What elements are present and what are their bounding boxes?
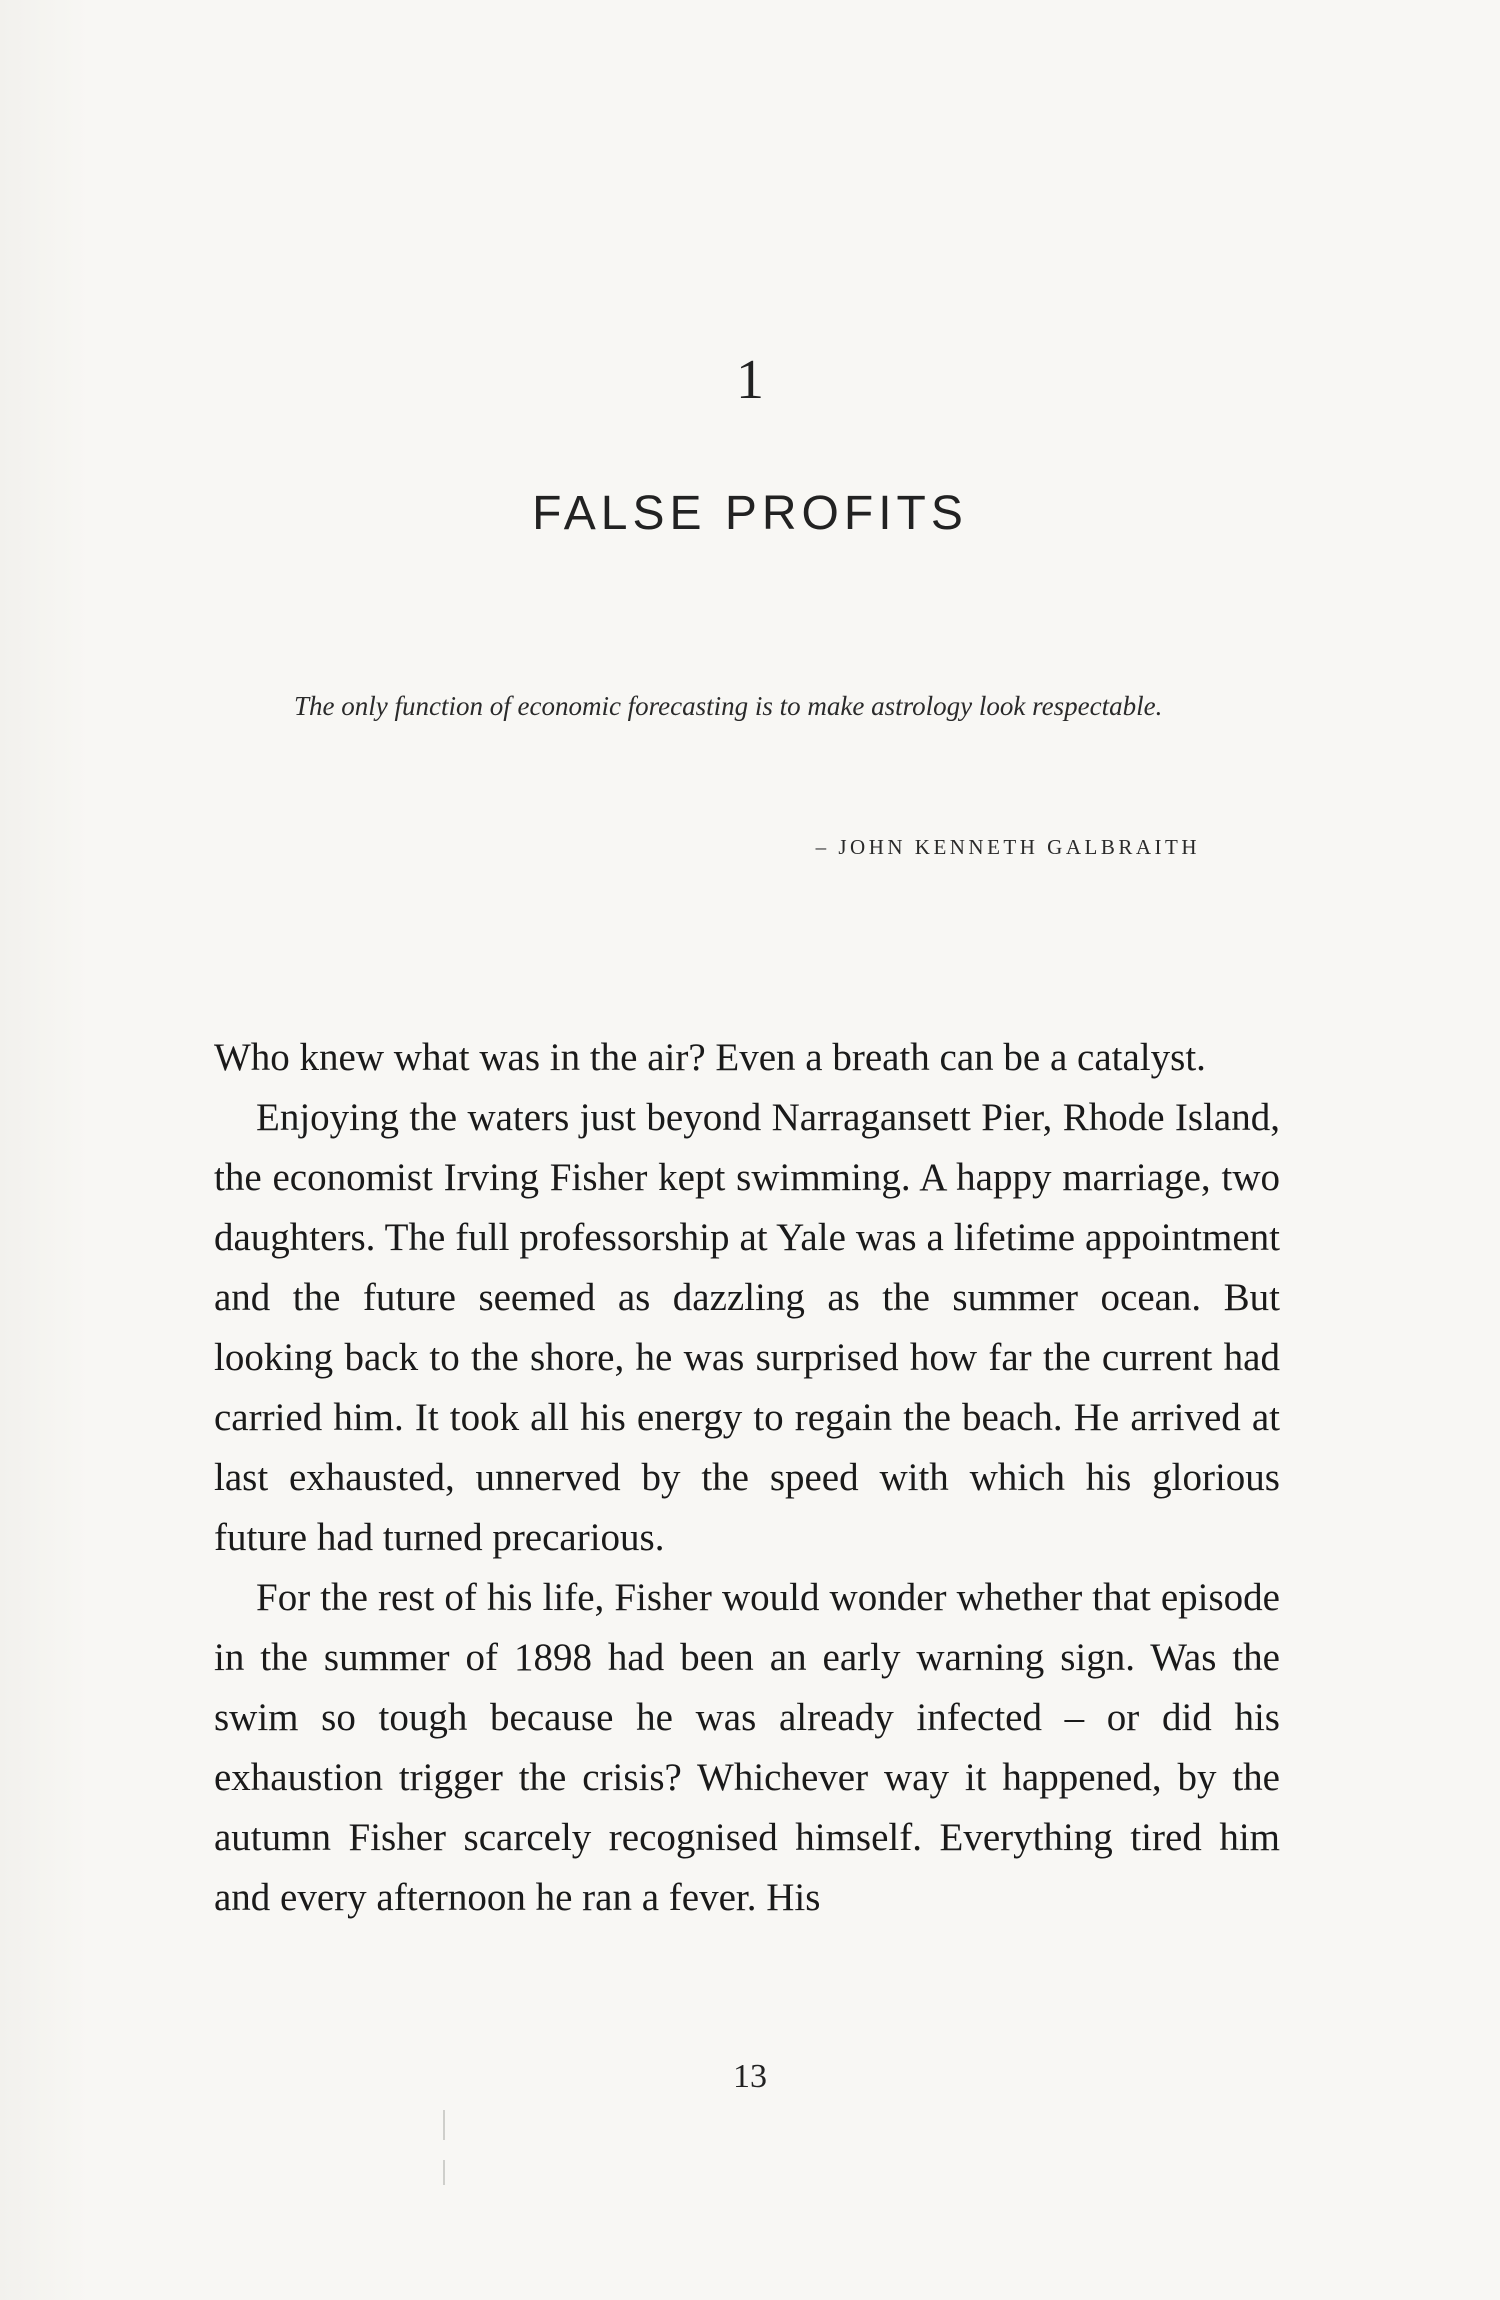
scan-mark [443, 2110, 445, 2140]
paragraph: For the rest of his life, Fisher would wonder whether that episode in the summer of 1898 had been an early warning sign. Was the swim so tough because he was already infected – or did his exhaustion trigger the crisis? Whichever way it happened, by the autumn Fisher scarcely recognised himself. Everything tired him and every afternoon he ran a fever. His [214, 1576, 1280, 1919]
page-number: 13 [733, 2058, 767, 2095]
paragraph: Enjoying the waters just beyond Narragansett Pier, Rhode Island, the economist Irving Fisher kept swimming. A happy marriage, two daughters. The full professorship at Yale was a lifetime appointment and the future seemed as dazzling as the summer ocean. But looking back to the shore, he was surprised how far the current had carried him. It took all his energy to regain the beach. He arrived at last exhausted, unnerved by the speed with which his glorious future had turned precarious. [214, 1096, 1280, 1559]
epigraph-quote: The only function of economic forecasting is to make astrology look respectable. [294, 691, 1163, 721]
scan-mark [443, 2160, 445, 2185]
paragraph: Who knew what was in the air? Even a breath can be a catalyst. [214, 1036, 1206, 1079]
body-text [214, 1028, 1280, 1928]
epigraph-attribution: – JOHN KENNETH GALBRAITH [815, 835, 1200, 859]
chapter-number: 1 [736, 349, 764, 411]
chapter-title: FALSE PROFITS [532, 487, 968, 540]
